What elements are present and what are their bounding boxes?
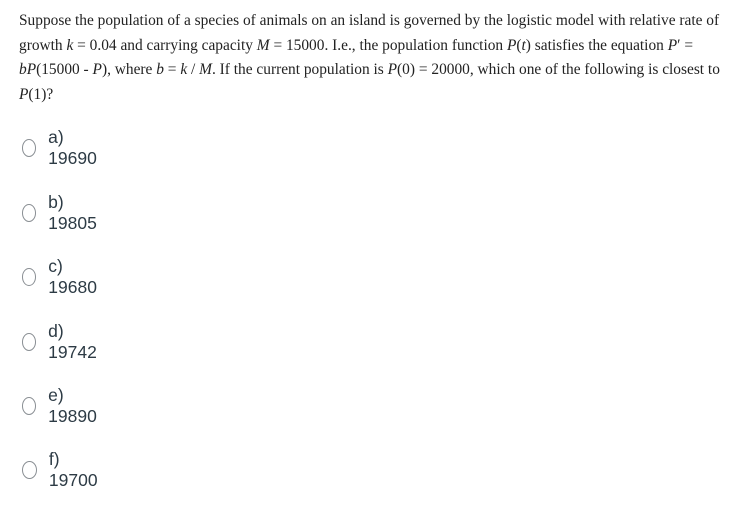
choice-label: c) 19680	[48, 256, 97, 297]
radio-button[interactable]	[22, 461, 37, 479]
radio-button[interactable]	[22, 268, 36, 286]
radio-button[interactable]	[22, 139, 36, 157]
choice-f[interactable]	[22, 449, 101, 490]
choice-c[interactable]	[22, 256, 101, 297]
choice-label: e) 19890	[48, 385, 97, 426]
radio-button[interactable]	[22, 333, 36, 351]
choice-b[interactable]	[22, 192, 101, 233]
choice-a[interactable]	[22, 127, 101, 168]
choice-label: b) 19805	[48, 192, 97, 233]
choice-e[interactable]	[22, 385, 101, 426]
choice-label: a) 19690	[48, 127, 97, 168]
choice-label: f) 19700	[48, 449, 98, 490]
radio-button[interactable]	[22, 397, 36, 415]
radio-button[interactable]	[22, 204, 36, 222]
choice-d[interactable]	[22, 321, 101, 362]
choice-label: d) 19742	[48, 321, 97, 362]
question-text: Suppose the population of a species of animals on an island is governed by the logistic model with relative rate of growth k = 0.04 and carrying capacity M = 15000. I.e., the population function P(t) satisfies the equation P′ = bP(15000 - P), where b = k / M. If the current population is P(0) = 20000, which one of the following is closest to P(1)?	[19, 12, 720, 103]
